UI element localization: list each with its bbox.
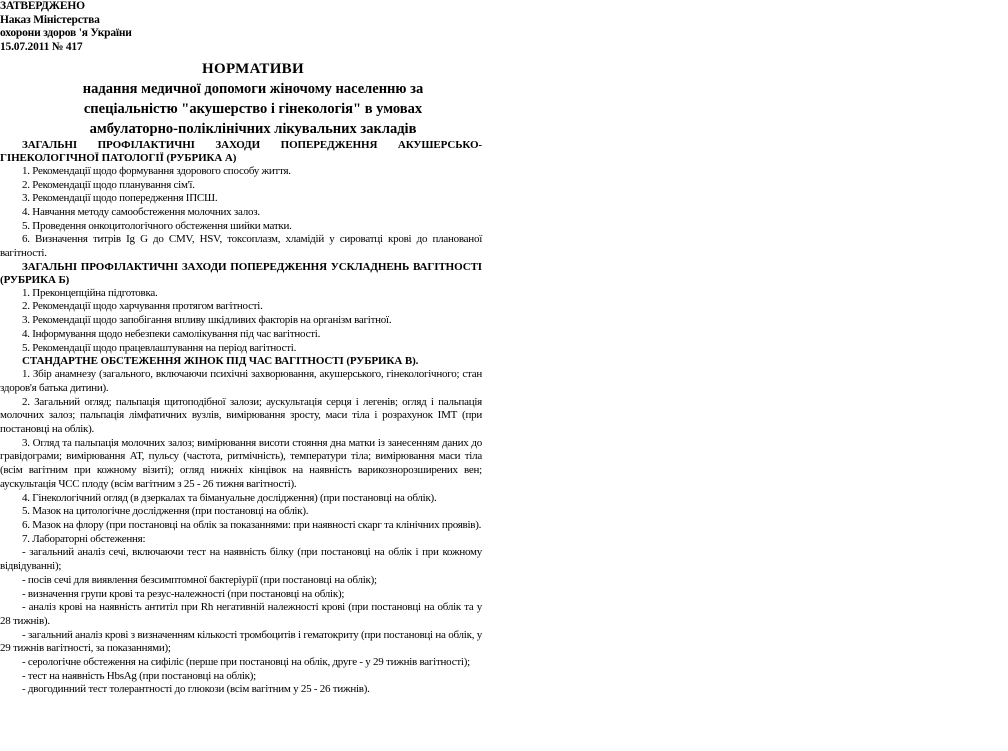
- list-item: 5. Рекомендації щодо працевлаштування на період вагітності.: [22, 341, 297, 354]
- list-item: 3. Рекомендації щодо попередження ІПСШ.: [22, 192, 218, 205]
- approval-line-ministry: охорони здоров 'я України: [0, 27, 132, 40]
- section-heading-c: СТАНДАРТНЕ ОБСТЕЖЕННЯ ЖІНОК ПІД ЧАС ВАГІТНОСТІ (РУБРИКА В).: [22, 355, 419, 368]
- list-item: 7. Лабораторні обстеження:: [22, 532, 146, 545]
- document-page: [0, 0, 482, 697]
- list-item: 2. Рекомендації щодо харчування протягом вагітності.: [22, 300, 263, 313]
- document-title: НОРМАТИВИ: [202, 60, 304, 77]
- list-item: 1. Преконцепційна підготовка.: [22, 286, 158, 299]
- list-item: 4. Інформування щодо небезпеки самолікування під час вагітності.: [22, 327, 321, 340]
- document-subtitle-line-2: спеціальністю "акушерство і гінекологія" в умовах: [83, 100, 423, 117]
- list-item: 4. Навчання методу самообстеження молочних залоз.: [22, 205, 260, 218]
- list-item: - загальний аналіз сечі, включаючи тест на наявність білку (при постановці на облік і при кожному відвідуванні);: [0, 546, 482, 573]
- list-item: - тест на наявність HbsAg (при постановці на облік);: [22, 669, 256, 682]
- section-heading-a: ЗАГАЛЬНІ ПРОФІЛАКТИЧНІ ЗАХОДИ ПОПЕРЕДЖЕННЯ АКУШЕРСЬКО-ГІНЕКОЛОГІЧНОЇ ПАТОЛОГІЇ (РУБРИКА А): [0, 138, 482, 164]
- list-item: 5. Мазок на цитологічне дослідження (при постановці на облік).: [22, 505, 309, 518]
- list-item: - серологічне обстеження на сифіліс (перше при постановці на облік, друге - у 29 тижнів вагітності);: [22, 656, 470, 669]
- list-item: 6. Визначення титрів Ig G до CMV, HSV, токсоплазм, хламідій у сироватці крові до планованої вагітності.: [0, 233, 482, 260]
- list-item: 6. Мазок на флору (при постановці на облік за показаннями: при наявності скарг та клінічних проявів).: [22, 518, 482, 531]
- list-item: 1. Рекомендації щодо формування здорового способу життя.: [22, 164, 291, 177]
- list-item: - загальний аналіз крові з визначенням кількості тромбоцитів і гематокриту (при постановці на облік, у 29 тижнів вагітності, за показаннями);: [0, 628, 482, 655]
- approval-stamp: [0, 0, 482, 55]
- list-item: - аналіз крові на наявність антитіл при Rh негативній належності крові (при постановці на облік та у 28 тижнів).: [0, 601, 482, 627]
- document-subtitle-line-1: надання медичної допомоги жіночому населенню за: [82, 80, 424, 97]
- list-item: - визначення групи крові та резус-належності (при постановці на облік);: [22, 587, 345, 600]
- approval-line-date: 15.07.2011 № 417: [0, 41, 83, 54]
- approval-line-approved: ЗАТВЕРДЖЕНО: [0, 0, 85, 12]
- list-item: - посів сечі для виявлення безсимптомної бактеріурії (при постановці на облік);: [22, 573, 377, 586]
- list-item: 2. Рекомендації щодо планування сім'ї.: [22, 178, 195, 191]
- list-item: 3. Огляд та пальпація молочних залоз; вимірювання висоти стояння дна матки із занесенням даних до гравідограми; вимірювання АТ, пульсу (частота, ритмічність), температури тіла; вимірювання маси тіла (всім вагітним при кожному візиті); огляд нижніх кінцівок на наявність варикознорозширених вен; аускультація ЧСС плоду (всім вагітним з 25 - 26 тижня вагітності).: [0, 436, 482, 490]
- list-item: 1. Збір анамнезу (загального, включаючи психічні захворювання, акушерського, гінекологічного; стан здоров'я батька дитини).: [0, 368, 482, 394]
- list-item: 5. Проведення онкоцитологічного обстеження шийки матки.: [22, 219, 292, 232]
- document-subtitle-line-3: амбулаторно-поліклінічних лікувальних закладів: [89, 120, 417, 137]
- list-item: - двогодинний тест толерантності до глюкози (всім вагітним у 25 - 26 тижнів).: [22, 683, 370, 696]
- list-item: 4. Гінекологічний огляд (в дзеркалах та бімануальне дослідження) (при постановці на облік).: [22, 491, 437, 504]
- approval-line-order: Наказ Міністерства: [0, 13, 100, 26]
- list-item: 2. Загальний огляд; пальпація щитоподібної залози; аускультація серця і легенів; огляд і пальпація молочних залоз; пальпація лімфатичних вузлів, вимірювання зросту, маси тіла і розрахунок ІМТ (при постановці на облік).: [0, 395, 482, 436]
- list-item: 3. Рекомендації щодо запобігання впливу шкідливих факторів на організм вагітної.: [22, 314, 392, 327]
- section-heading-b: ЗАГАЛЬНІ ПРОФІЛАКТИЧНІ ЗАХОДИ ПОПЕРЕДЖЕННЯ УСКЛАДНЕНЬ ВАГІТНОСТІ (РУБРИКА Б): [0, 260, 482, 286]
